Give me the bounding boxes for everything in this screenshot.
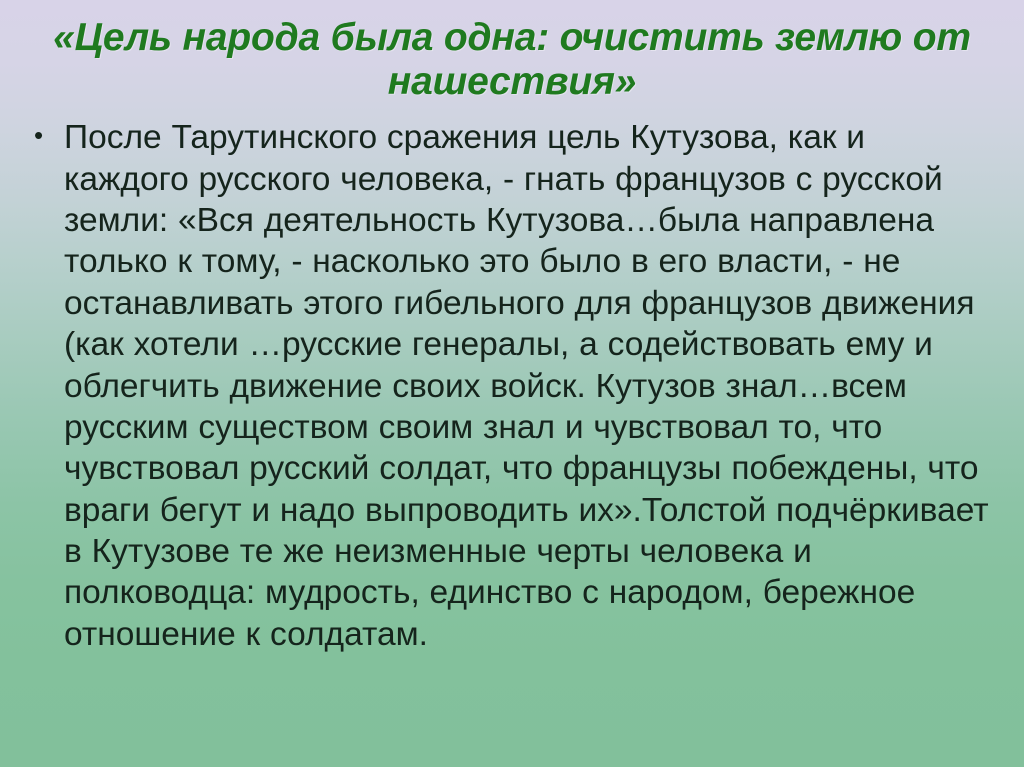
slide-body [0, 103, 1024, 655]
list-item [34, 117, 990, 655]
list-item-text: После Тарутинского сражения цель Кутузова, как и каждого русского человека, - гнать французов с русской земли: «Вся деятельность Кутузова…была направлена только к тому, - насколько это было в его власти, - не останавливать этого гибельного для французов движения (как хотели …русские генералы, а содействовать ему и облегчить движение своих войск. Кутузов знал…всем русским существом своим знал и чувствовал то, что чувствовал русский солдат, что французы побеждены, что враги бегут и надо выпроводить их».Толстой подчёркивает в Кутузове те же неизменные черты человека и полководца: мудрость, единство с народом, бережное отношение к солдатам. [64, 119, 989, 653]
page-title: «Цель народа была одна: очистить землю от нашествия» [53, 16, 971, 103]
bullet-marker-icon: • [34, 120, 44, 151]
